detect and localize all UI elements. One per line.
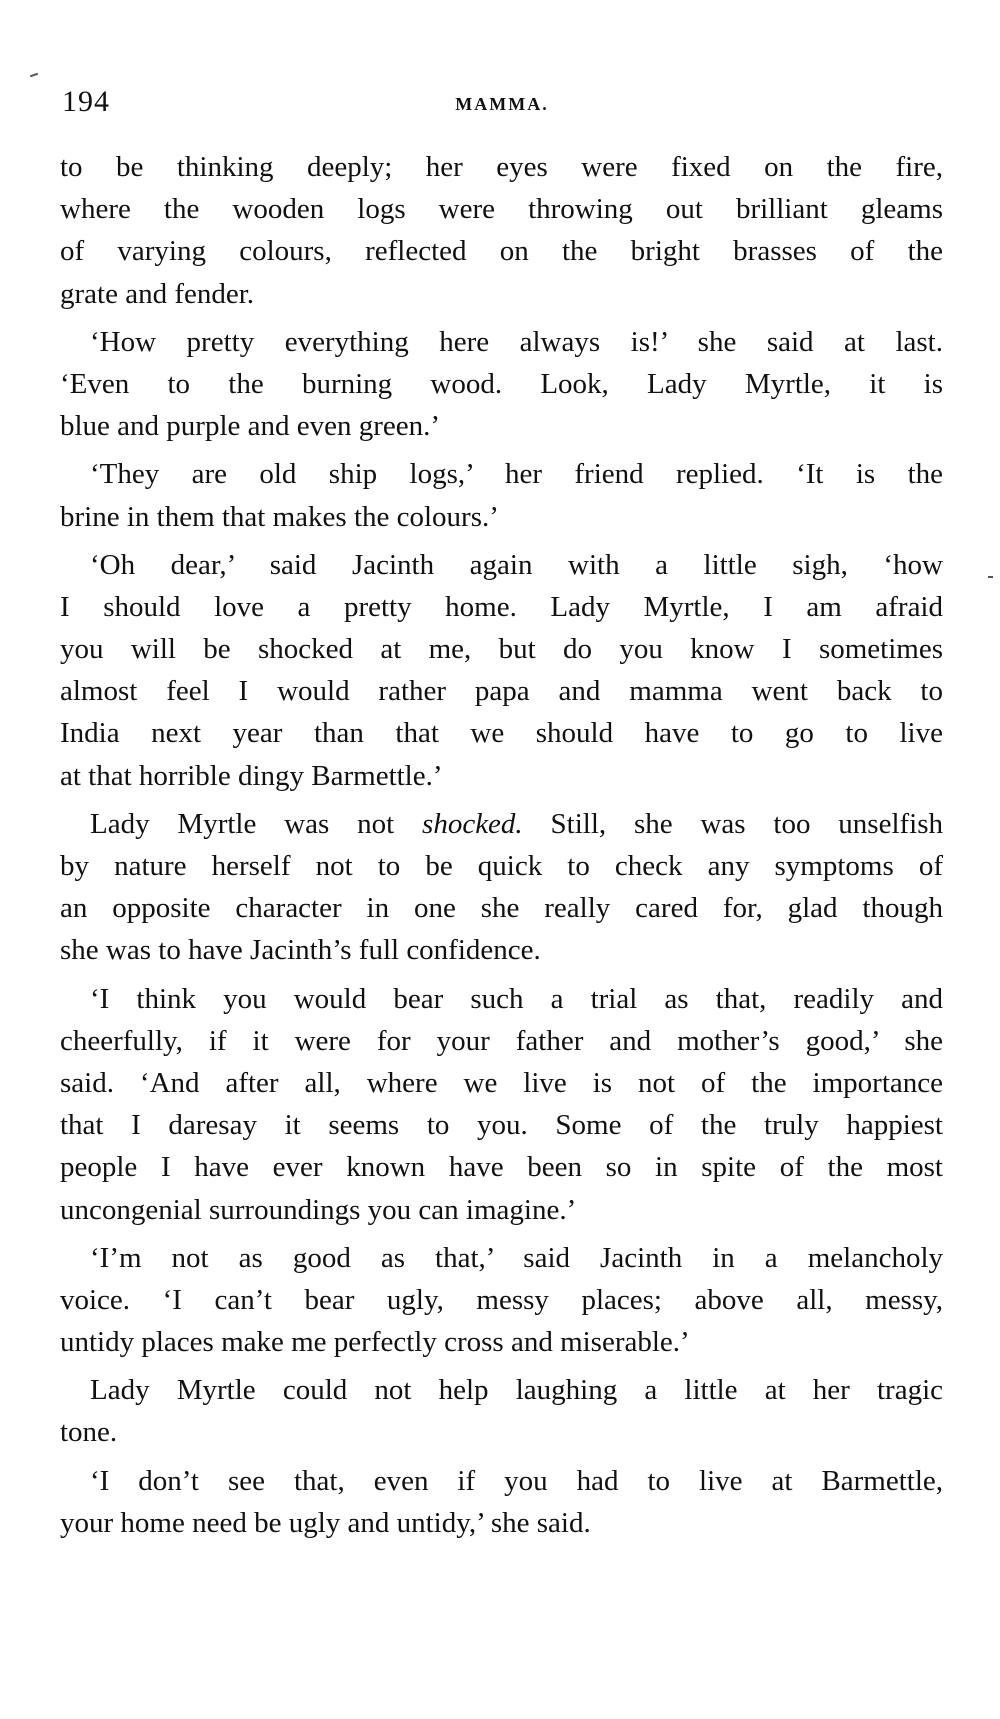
text-line: cheerfully, if it were for your father and mother’s good,’ she: [60, 1024, 943, 1057]
paragraph: [60, 146, 943, 315]
text-line: she was to have Jacinth’s full confidence.: [60, 934, 541, 967]
stray-ink-mark: [30, 73, 38, 78]
text-line: ‘They are old ship logs,’ her friend replied. ‘It is the: [90, 458, 943, 491]
paragraph: [60, 453, 943, 537]
text-line: where the wooden logs were throwing out brilliant gleams: [60, 193, 943, 226]
text-line: ‘How pretty everything here always is!’ she said at last.: [90, 325, 943, 358]
emphasized-word: shocked.: [422, 807, 523, 840]
running-head: [62, 82, 942, 122]
text-line: ‘I’m not as good as that,’ said Jacinth in a melancholy: [90, 1241, 943, 1274]
body-text: [60, 146, 943, 1550]
text-line: an opposite character in one she really cared for, glad though: [60, 892, 943, 925]
text-line: at that horrible dingy Barmettle.’: [60, 759, 443, 792]
text-line: your home need be ugly and untidy,’ she said.: [60, 1506, 591, 1539]
text-line: you will be shocked at me, but do you know I sometimes: [60, 633, 943, 666]
paragraph: [60, 1369, 943, 1453]
text-line: India next year than that we should have to go to live: [60, 717, 943, 750]
text-line: to be thinking deeply; her eyes were fixed on the fire,: [60, 151, 943, 183]
text-segment: Still, she was too unselfish: [522, 807, 944, 840]
page-number: 194: [62, 85, 110, 118]
text-line: people I have ever known have been so in spite of the most: [60, 1151, 943, 1184]
paragraph: [60, 1237, 943, 1364]
paragraph: [60, 544, 943, 797]
text-line: brine in them that makes the colours.’: [60, 500, 499, 533]
paragraph: [60, 803, 943, 972]
text-line: that I daresay it seems to you. Some of the truly happiest: [60, 1109, 943, 1142]
paragraph: [60, 321, 943, 448]
text-line: I should love a pretty home. Lady Myrtle, I am afraid: [60, 590, 943, 623]
text-line: tone.: [60, 1416, 118, 1449]
text-line: ‘Even to the burning wood. Look, Lady Myrtle, it is: [60, 367, 943, 400]
text-segment: Lady Myrtle was not: [90, 807, 423, 840]
text-line: ‘Oh dear,’ said Jacinth again with a little sigh, ‘how: [90, 548, 943, 581]
text-line: Lady Myrtle could not help laughing a little at her tragic: [90, 1374, 943, 1407]
text-line: uncongenial surroundings you can imagine.’: [60, 1193, 577, 1226]
text-line: by nature herself not to be quick to check any symptoms of: [60, 850, 943, 882]
text-line: untidy places make me perfectly cross and miserable.’: [60, 1326, 690, 1359]
text-line: ‘I don’t see that, even if you had to live at Barmettle,: [90, 1464, 943, 1497]
text-line: [60, 803, 943, 845]
text-line: blue and purple and even green.’: [60, 410, 441, 443]
paragraph: [60, 978, 943, 1231]
text-line: almost feel I would rather papa and mamma went back to: [60, 675, 943, 708]
text-line: of varying colours, reflected on the bright brasses of the: [60, 235, 943, 268]
text-line: said. ‘And after all, where we live is not of the importance: [60, 1066, 943, 1099]
stray-ink-mark: [988, 576, 993, 578]
running-title: MAMMA.: [455, 94, 549, 114]
text-line: ‘I think you would bear such a trial as that, readily and: [90, 982, 943, 1015]
paragraph: [60, 1460, 943, 1544]
text-line: voice. ‘I can’t bear ugly, messy places; above all, messy,: [60, 1283, 943, 1316]
text-line: grate and fender.: [60, 277, 255, 310]
